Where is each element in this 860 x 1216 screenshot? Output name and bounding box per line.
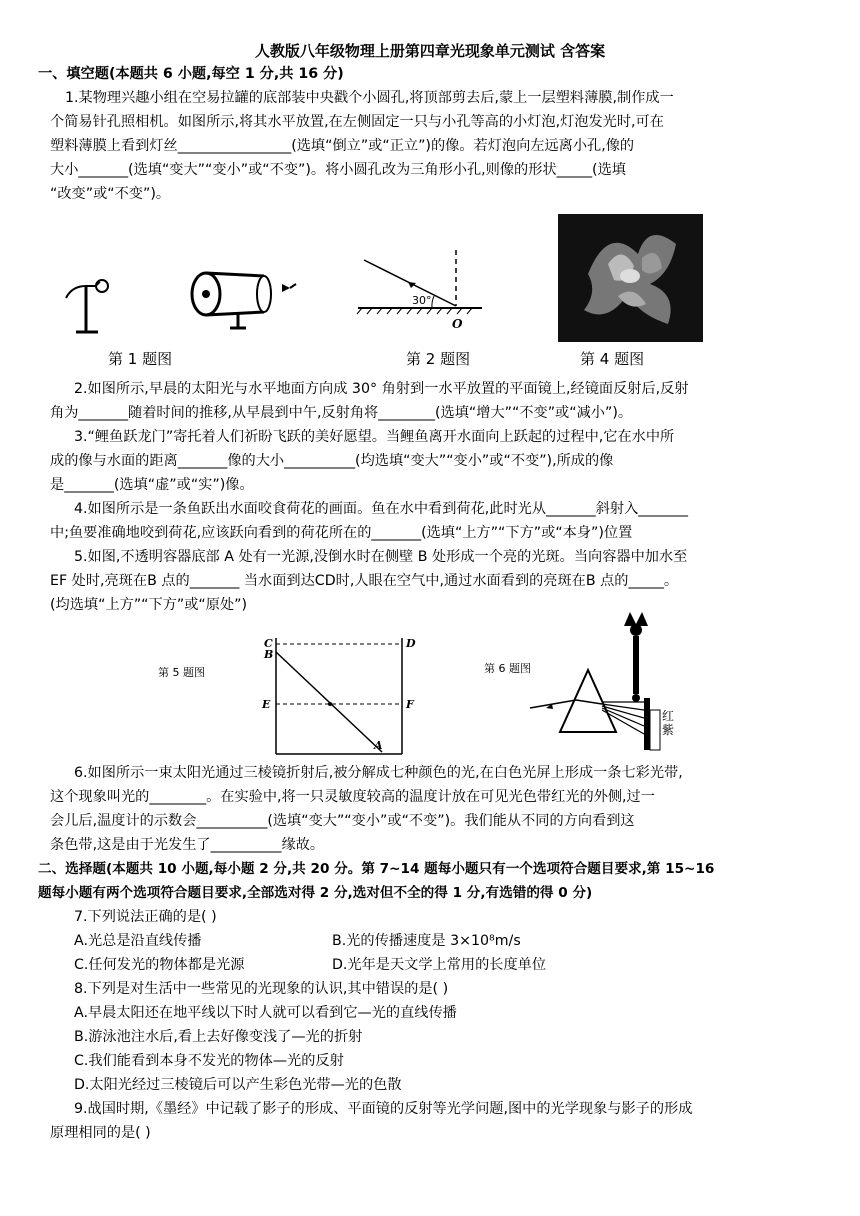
figure-1-caption: 第 1 题图 — [108, 350, 173, 368]
q6-line-3: 会儿后,温度计的示数会__________(选填“变大”“变小”或“不变”)。我们能从不同的方向看到这 — [50, 813, 635, 829]
q1-line-3: 塑料薄膜上看到灯丝________________(选填“倒立”或“正立”)的像。若灯泡向左远离小孔,像的 — [50, 138, 635, 154]
q1-line-5: “改变”或“不变”)。 — [50, 186, 171, 202]
q9-line-1: 9.战国时期,《墨经》中记载了影子的形成、平面镜的反射等光学问题,图中的光学现象与影子的形成 — [74, 1101, 693, 1117]
figure-2-caption: 第 2 题图 — [406, 350, 471, 368]
figure-5-container — [256, 632, 424, 756]
q5-line-3: (均选填“上方”“下方”或“原处”) — [50, 597, 248, 613]
q3-line-1: 3.“鲤鱼跃龙门”寄托着人们祈盼飞跃的美好愿望。当鲤鱼离开水面向上跃起的过程中,它在水中所 — [74, 429, 675, 445]
page-title: 人教版八年级物理上册第四章光现象单元测试 含答案 — [254, 42, 606, 60]
q8-option-b: B.游泳池注水后,看上去好像变浅了—光的折射 — [74, 1029, 363, 1045]
point-o-label: O — [452, 317, 463, 331]
q6-line-4: 条色带,这是由于光发生了__________缘故。 — [50, 837, 325, 853]
q7-option-d: D.光年是天文学上常用的长度单位 — [332, 957, 547, 973]
q8-option-a: A.早晨太阳还在地平线以下时人就可以看到它—光的直线传播 — [74, 1005, 457, 1021]
q1-line-1: 1.某物理兴趣小组在空易拉罐的底部装中央戳个小圆孔,将顶部剪去后,蒙上一层塑料薄膜,制作成一 — [65, 90, 674, 106]
figure-6-prism-dispersion — [526, 606, 686, 754]
figure-4-lotus-photo — [558, 214, 703, 342]
q6-line-2: 这个现象叫光的________。在实验中,将一只灵敏度较高的温度计放在可见光色带红光的外侧,过一 — [50, 789, 655, 805]
figure-2-mirror-reflection — [352, 250, 486, 332]
q5-line-2: EF 处时,亮斑在B 点的_______ 当水面到达CD时,人眼在空气中,通过水面看到的亮斑在B 点的_____。 — [50, 573, 679, 589]
section-2-heading-line-2: 题每小题有两个选项符合题目要求,全部选对得 2 分,选对但不全的得 1 分,有选错的得 0 分) — [38, 885, 593, 901]
q6-line-1: 6.如图所示一束太阳光通过三棱镜折射后,被分解成七种颜色的光,在白色光屏上形成一条七彩光带, — [74, 765, 683, 781]
figure-6-caption: 第 6 题图 — [484, 662, 531, 675]
label-e: E — [262, 698, 271, 711]
section-2-heading-line-1: 二、选择题(本题共 10 小题,每小题 2 分,共 20 分。第 7~14 题每小题只有一个选项符合题目要求,第 15~16 — [38, 861, 715, 877]
q3-line-3: 是_______(选填“虚”或“实”)像。 — [50, 477, 254, 493]
q8-option-d: D.太阳光经过三棱镜后可以产生彩色光带—光的色散 — [74, 1077, 402, 1093]
screen-red-label: 红 — [662, 709, 675, 723]
q1-line-4: 大小_______(选填“变大”“变小”或“不变”)。将小圆孔改为三角形小孔,则像的形状_____(选填 — [50, 162, 626, 178]
screen-violet-label: 紫 — [662, 723, 675, 737]
q7-stem: 7.下列说法正确的是( ) — [74, 909, 217, 925]
q5-line-1: 5.如图,不透明容器底部 A 处有一光源,没倒水时在侧壁 B 处形成一个亮的光斑。当向容器中加水至 — [74, 549, 688, 565]
q2-line-2: 角为_______随着时间的推移,从早晨到中午,反射角将________(选填“增大”“不变”或“减小”)。 — [50, 405, 633, 421]
q4-line-1: 4.如图所示是一条鱼跃出水面咬食荷花的画面。鱼在水中看到荷花,此时光从_______斜射入_______ — [74, 501, 688, 517]
figure-5-caption: 第 5 题图 — [158, 666, 205, 679]
q8-option-c: C.我们能看到本身不发光的物体—光的反射 — [74, 1053, 344, 1069]
q7-option-a: A.光总是沿直线传播 — [74, 933, 202, 949]
angle-label: 30° — [412, 294, 432, 307]
q3-line-2: 成的像与水面的距离_______像的大小__________(均选填“变大”“变小”或“不变”),所成的像 — [50, 453, 614, 469]
q4-line-2: 中;鱼要准确地咬到荷花,应该跃向看到的荷花所在的_______(选填“上方”“下方”或“本身”)位置 — [50, 525, 633, 541]
q9-line-2: 原理相同的是( ) — [50, 1125, 151, 1141]
label-c: C — [264, 637, 273, 650]
section-1-heading: 一、填空题(本题共 6 小题,每空 1 分,共 16 分) — [38, 66, 344, 82]
q7-option-b: B.光的传播速度是 3×10⁸m/s — [332, 933, 521, 949]
figure-1-pinhole-camera — [58, 262, 306, 342]
label-d: D — [406, 637, 416, 650]
q2-line-1: 2.如图所示,早晨的太阳光与水平地面方向成 30° 角射到一水平放置的平面镜上,经镜面反射后,反射 — [74, 381, 689, 397]
label-a: A — [374, 739, 383, 752]
figure-4-caption: 第 4 题图 — [580, 350, 645, 368]
q1-line-2: 个简易针孔照相机。如图所示,将其水平放置,在左侧固定一只与小孔等高的小灯泡,灯泡发光时,可在 — [50, 114, 664, 130]
q7-option-c: C.任何发光的物体都是光源 — [74, 957, 245, 973]
label-f: F — [406, 698, 414, 711]
q8-stem: 8.下列是对生活中一些常见的光现象的认识,其中错误的是( ) — [74, 981, 449, 997]
label-b: B — [264, 648, 274, 661]
